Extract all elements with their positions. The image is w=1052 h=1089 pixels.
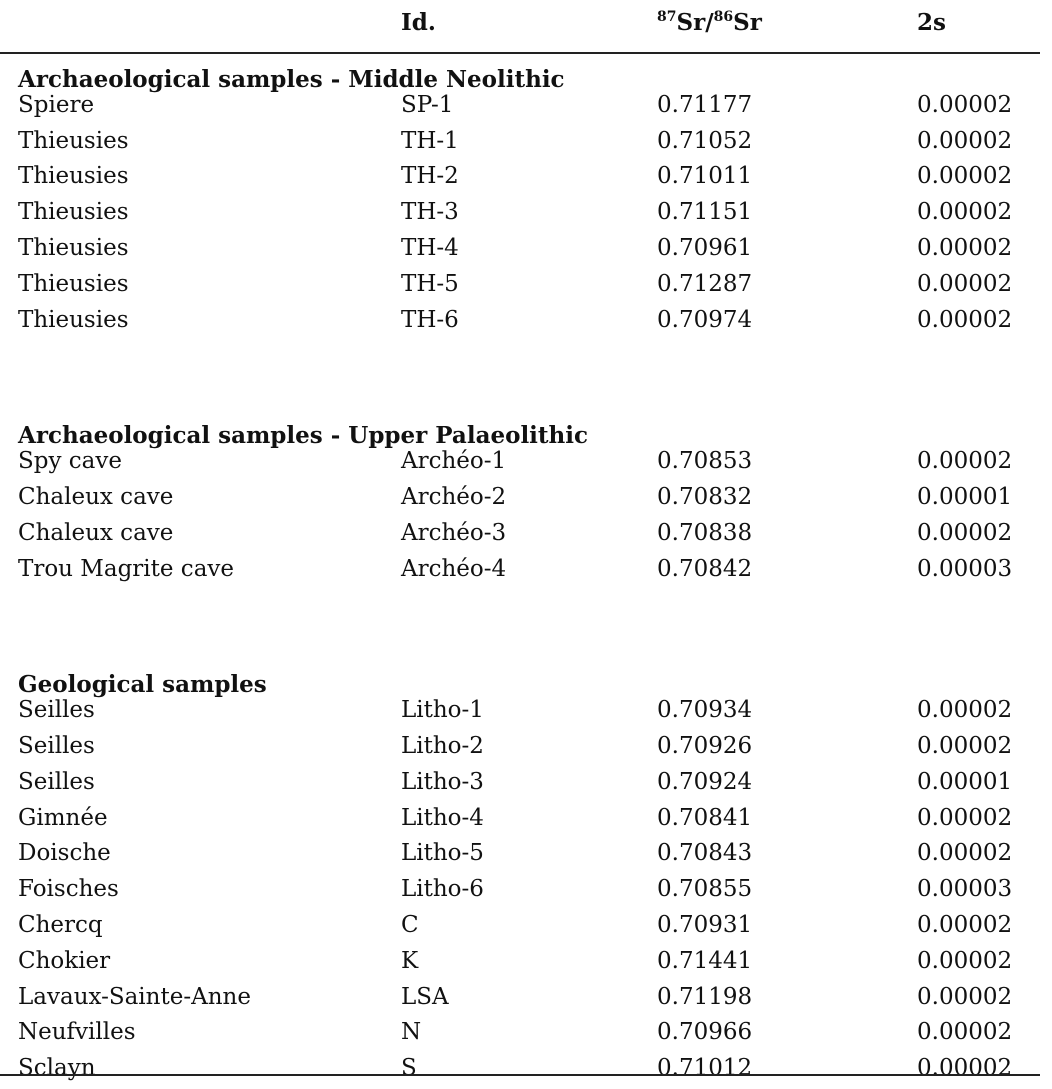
group-spacer (0, 340, 1040, 410)
cell-id: TH-2 (401, 163, 459, 190)
group-title (0, 54, 1040, 93)
cell-2s: 0.00002 (917, 448, 1013, 475)
cell-2s: 0.00002 (917, 234, 1013, 261)
cell-2s: 0.00002 (917, 306, 1013, 333)
table-row (0, 233, 1040, 269)
cell-id: Litho-4 (401, 804, 484, 831)
cell-2s: 0.00002 (917, 1055, 1013, 1082)
cell-id: TH-1 (401, 127, 459, 154)
cell-location: Spiere (18, 91, 95, 118)
cell-id: Archéo-2 (401, 483, 507, 510)
cell-location: Sclayn (18, 1055, 96, 1082)
cell-2s: 0.00002 (917, 911, 1013, 938)
table-row (0, 910, 1040, 946)
cell-2s: 0.00002 (917, 804, 1013, 831)
table-row (0, 1053, 1040, 1089)
cell-2s: 0.00002 (917, 840, 1013, 867)
cell-id: Archéo-1 (401, 448, 507, 475)
table-row (0, 197, 1040, 233)
cell-2s: 0.00002 (917, 163, 1013, 190)
cell-sr-ratio: 0.71011 (657, 163, 753, 190)
cell-2s: 0.00002 (917, 697, 1013, 724)
cell-id: Litho-3 (401, 768, 484, 795)
table-row (0, 767, 1040, 803)
cell-sr-ratio: 0.70855 (657, 876, 753, 903)
cell-id: TH-5 (401, 270, 459, 297)
cell-location: Seilles (18, 768, 95, 795)
cell-location: Lavaux-Sainte-Anne (18, 983, 251, 1010)
cell-2s: 0.00001 (917, 483, 1013, 510)
table-row (0, 554, 1040, 590)
cell-location: Spy cave (18, 448, 122, 475)
cell-sr-ratio: 0.71441 (657, 947, 753, 974)
cell-location: Chaleux cave (18, 519, 174, 546)
table-row (0, 90, 1040, 126)
table-row (0, 731, 1040, 767)
table-row (0, 161, 1040, 197)
table-row (0, 838, 1040, 874)
cell-sr-ratio: 0.71177 (657, 91, 753, 118)
cell-location: Doische (18, 840, 111, 867)
cell-location: Thieusies (18, 270, 129, 297)
table-row (0, 305, 1040, 341)
cell-id: K (401, 947, 419, 974)
cell-2s: 0.00002 (917, 127, 1013, 154)
table-row (0, 1017, 1040, 1053)
cell-id: Litho-6 (401, 876, 484, 903)
group-title-text: Archaeological samples - Upper Palaeolithic (18, 422, 589, 450)
table-row (0, 482, 1040, 518)
cell-2s: 0.00002 (917, 947, 1013, 974)
table-bottom-rule (0, 1074, 1040, 1076)
cell-id: SP-1 (401, 91, 454, 118)
cell-2s: 0.00002 (917, 1019, 1013, 1046)
cell-sr-ratio: 0.71012 (657, 1055, 753, 1082)
header-sr-ratio-sup87: 87 (657, 9, 677, 25)
cell-sr-ratio: 0.70961 (657, 234, 753, 261)
group-title (0, 410, 1040, 450)
cell-sr-ratio: 0.70842 (657, 555, 753, 582)
cell-id: N (401, 1019, 422, 1046)
table-row (0, 946, 1040, 982)
cell-location: Seilles (18, 732, 95, 759)
cell-id: C (401, 911, 419, 938)
cell-2s: 0.00001 (917, 768, 1013, 795)
cell-id: TH-6 (401, 306, 459, 333)
table-row (0, 269, 1040, 305)
cell-sr-ratio: 0.71151 (657, 199, 753, 226)
cell-sr-ratio: 0.71287 (657, 270, 753, 297)
group-spacer (0, 589, 1040, 659)
cell-location: Trou Magrite cave (18, 555, 235, 582)
cell-location: Neufvilles (18, 1019, 136, 1046)
cell-sr-ratio: 0.70843 (657, 840, 753, 867)
header-sr-ratio (657, 9, 762, 36)
header-sr-ratio-part1: Sr/ (676, 9, 714, 36)
table-row (0, 874, 1040, 910)
cell-2s: 0.00002 (917, 270, 1013, 297)
header-2s: 2s (917, 9, 946, 36)
cell-location: Thieusies (18, 306, 129, 333)
cell-sr-ratio: 0.71198 (657, 983, 753, 1010)
cell-2s: 0.00002 (917, 732, 1013, 759)
cell-id: LSA (401, 983, 449, 1010)
cell-2s: 0.00002 (917, 91, 1013, 118)
table-row (0, 982, 1040, 1018)
cell-sr-ratio: 0.71052 (657, 127, 753, 154)
cell-sr-ratio: 0.70853 (657, 448, 753, 475)
cell-2s: 0.00003 (917, 555, 1013, 582)
cell-location: Foisches (18, 876, 119, 903)
cell-sr-ratio: 0.70974 (657, 306, 753, 333)
cell-location: Gimnée (18, 804, 108, 831)
cell-location: Chokier (18, 947, 111, 974)
cell-sr-ratio: 0.70838 (657, 519, 753, 546)
cell-location: Thieusies (18, 199, 129, 226)
cell-id: Litho-1 (401, 697, 484, 724)
cell-sr-ratio: 0.70924 (657, 768, 753, 795)
cell-sr-ratio: 0.70934 (657, 697, 753, 724)
cell-location: Chaleux cave (18, 483, 174, 510)
table-header-row (0, 0, 1040, 54)
table-row (0, 126, 1040, 162)
cell-id: TH-3 (401, 199, 459, 226)
cell-2s: 0.00002 (917, 983, 1013, 1010)
group-title-text: Geological samples (18, 671, 267, 699)
cell-location: Thieusies (18, 127, 129, 154)
cell-2s: 0.00003 (917, 876, 1013, 903)
header-id: Id. (401, 9, 436, 36)
cell-2s: 0.00002 (917, 519, 1013, 546)
cell-sr-ratio: 0.70966 (657, 1019, 753, 1046)
table-body (0, 54, 1040, 1089)
group-title (0, 659, 1040, 699)
cell-id: Archéo-4 (401, 555, 507, 582)
table-row (0, 695, 1040, 731)
cell-sr-ratio: 0.70841 (657, 804, 753, 831)
cell-sr-ratio: 0.70832 (657, 483, 753, 510)
cell-2s: 0.00002 (917, 199, 1013, 226)
header-sr-ratio-sup86: 86 (713, 9, 734, 25)
cell-id: Archéo-3 (401, 519, 507, 546)
header-sr-ratio-part2: Sr (733, 9, 762, 36)
cell-location: Thieusies (18, 234, 129, 261)
cell-sr-ratio: 0.70931 (657, 911, 753, 938)
cell-id: TH-4 (401, 234, 459, 261)
cell-location: Seilles (18, 697, 95, 724)
table-row (0, 446, 1040, 482)
cell-location: Chercq (18, 911, 103, 938)
cell-id: S (401, 1055, 417, 1082)
cell-id: Litho-5 (401, 840, 484, 867)
cell-sr-ratio: 0.70926 (657, 732, 753, 759)
table-row (0, 518, 1040, 554)
group-title-text: Archaeological samples - Middle Neolithic (18, 66, 565, 93)
table-row (0, 803, 1040, 839)
cell-id: Litho-2 (401, 732, 484, 759)
cell-location: Thieusies (18, 163, 129, 190)
